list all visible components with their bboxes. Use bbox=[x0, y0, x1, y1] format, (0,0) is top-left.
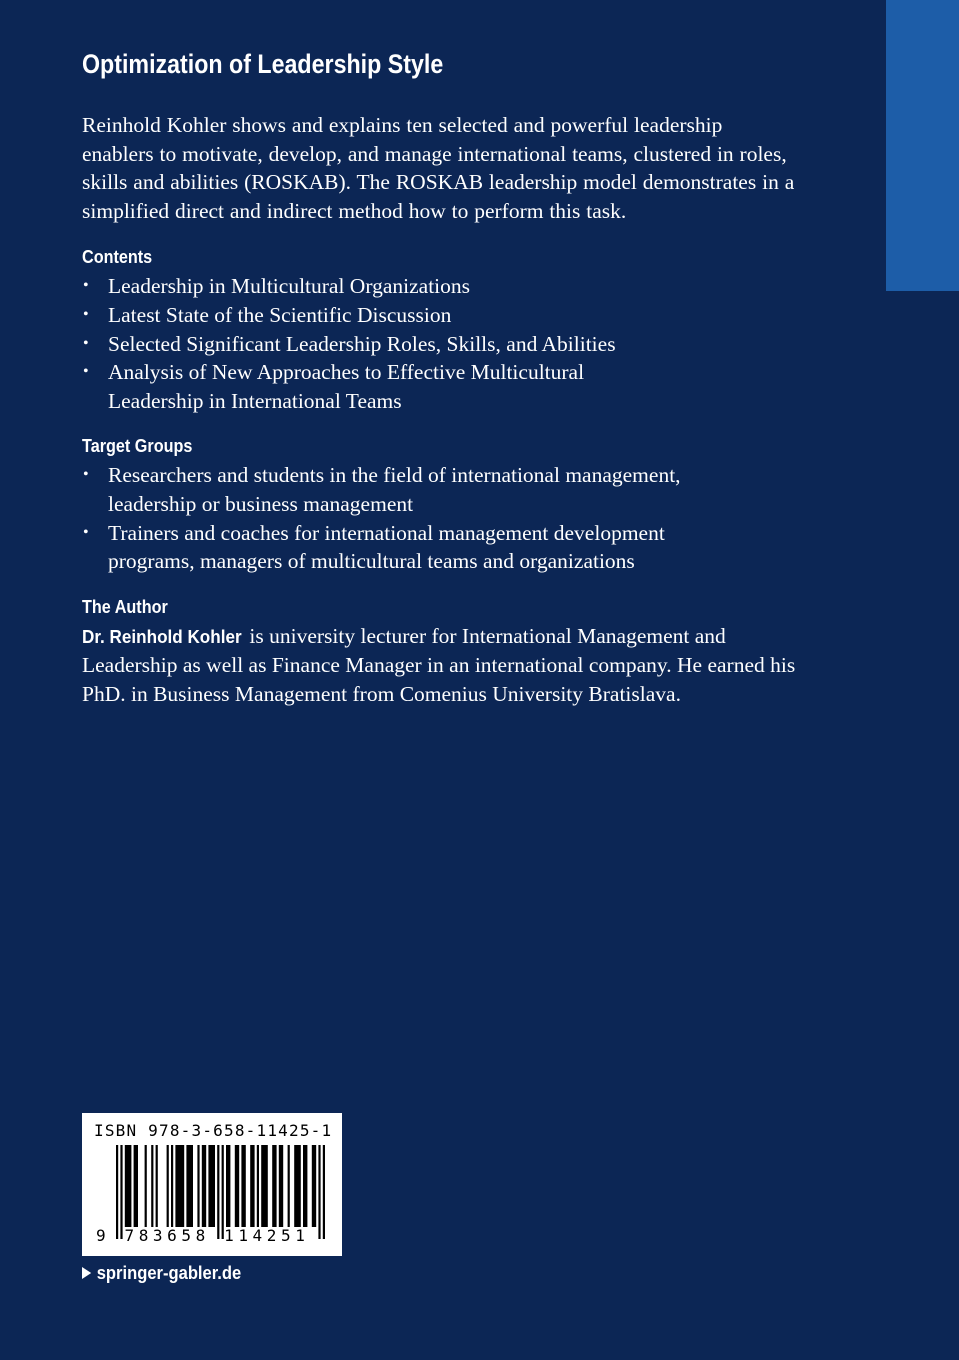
author-name: Dr. Reinhold Kohler bbox=[82, 626, 242, 647]
barcode-bar bbox=[235, 1145, 239, 1227]
book-title: Optimization of Leadership Style bbox=[82, 49, 444, 79]
barcode-bar bbox=[175, 1145, 184, 1227]
barcode-bar bbox=[323, 1145, 325, 1239]
barcode-bar bbox=[116, 1145, 118, 1239]
barcode-bar bbox=[318, 1145, 320, 1239]
barcode-bar bbox=[186, 1145, 193, 1227]
barcode-bar bbox=[171, 1145, 173, 1227]
barcode-bar bbox=[279, 1145, 283, 1227]
author-paragraph bbox=[82, 622, 798, 709]
publisher-url: springer-gabler.de bbox=[96, 1263, 242, 1283]
intro-paragraph: Reinhold Kohler shows and explains ten selected and powerful leadership enablers to motivate, develop, and manage international teams, clustered in roles, skills and abilities (ROSKAB). The ROSKAB leadership model demonstrates in a simplified direct and indirect method how to perform this task. bbox=[82, 113, 795, 223]
list-item: • Researchers and students in the field of international management, leadership or business management bbox=[82, 461, 748, 518]
barcode-bar bbox=[202, 1145, 206, 1227]
contents-heading: Contents bbox=[82, 247, 153, 268]
barcode-bar bbox=[250, 1145, 254, 1227]
barcode-bar bbox=[156, 1145, 158, 1227]
barcode-bar bbox=[167, 1145, 169, 1227]
target-groups-heading: Target Groups bbox=[82, 436, 193, 457]
barcode-bar bbox=[241, 1145, 245, 1227]
accent-bar bbox=[886, 0, 959, 291]
barcode-bar bbox=[261, 1145, 268, 1227]
barcode-bar bbox=[226, 1145, 230, 1227]
barcode-bar bbox=[312, 1145, 316, 1227]
barcode-bar bbox=[134, 1145, 138, 1227]
barcode-bar bbox=[288, 1145, 290, 1227]
barcode-bar bbox=[303, 1145, 307, 1227]
barcode-bar bbox=[145, 1145, 147, 1227]
list-item: • Analysis of New Approaches to Effective Multicultural Leadership in International Teams bbox=[82, 358, 628, 415]
barcode-bar bbox=[197, 1145, 199, 1227]
isbn-barcode bbox=[82, 1113, 342, 1256]
publisher-link[interactable] bbox=[82, 1261, 241, 1285]
author-bio: is university lecturer for International Management and Leadership as well as Finance Manager in an international company. He earned his PhD. in Business Management from Comenius University Bratislava. bbox=[82, 623, 796, 706]
barcode-bar bbox=[272, 1145, 276, 1227]
author-heading: The Author bbox=[82, 596, 168, 617]
barcode-bar bbox=[257, 1145, 259, 1227]
barcode-bar bbox=[294, 1145, 301, 1227]
list-item: • Trainers and coaches for international management development programs, managers of multicultural teams and organizations bbox=[82, 519, 728, 576]
barcode-bar bbox=[120, 1145, 122, 1239]
list-item: • Leadership in Multicultural Organizations bbox=[82, 272, 748, 301]
list-item: • Latest State of the Scientific Discussion bbox=[82, 301, 748, 330]
barcode-bar bbox=[222, 1145, 224, 1239]
list-item: • Selected Significant Leadership Roles, Skills, and Abilities bbox=[82, 330, 748, 359]
barcode-bar bbox=[208, 1145, 215, 1227]
barcode-digits: 9 783658 114251 bbox=[96, 1226, 310, 1245]
contents-list bbox=[82, 272, 798, 415]
target-groups-list bbox=[82, 461, 798, 575]
barcode-bar bbox=[217, 1145, 219, 1239]
isbn-label: ISBN 978-3-658-11425-1 bbox=[94, 1121, 333, 1140]
back-cover-text bbox=[82, 111, 798, 709]
barcode-bar bbox=[125, 1145, 132, 1227]
play-icon bbox=[82, 1267, 91, 1279]
barcode-bar bbox=[151, 1145, 153, 1227]
